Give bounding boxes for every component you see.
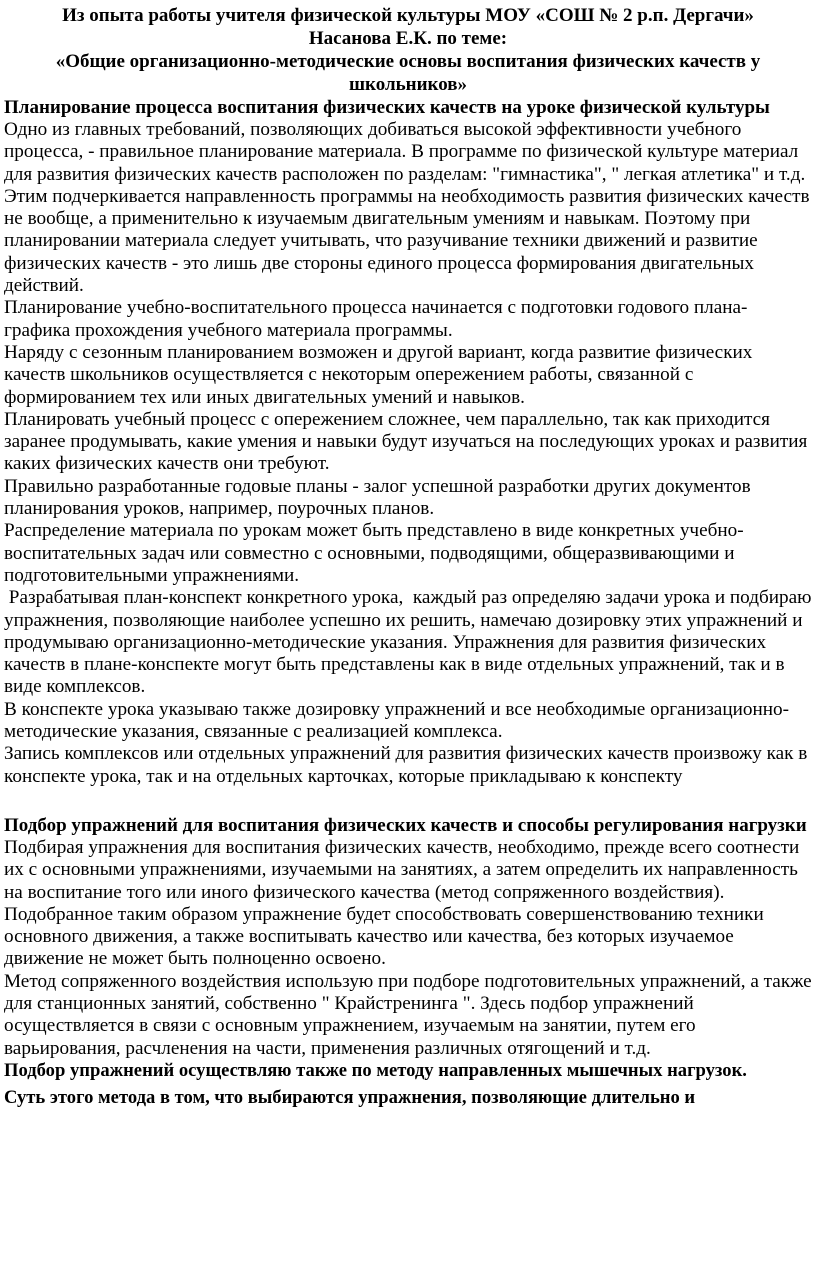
- paragraph: В конспекте урока указываю также дозировку упражнений и все необходимые организационно-методические указания, связанные с реализацией комплекса.: [4, 698, 789, 743]
- bold-paragraph: Суть этого метода в том, что выбираются упражнения, позволяющие длительно и: [4, 1087, 696, 1109]
- paragraph: Правильно разработанные годовые планы - залог успешной разработки других документов планирования уроков, например, поурочных планов.: [4, 475, 751, 520]
- paragraph: Планирование учебно-воспитательного процесса начинается с подготовки годового плана-графика прохождения учебного материала программы.: [4, 297, 748, 341]
- header-line-2: Насанова Е.К. по теме:: [308, 28, 508, 49]
- section-heading: Планирование процесса воспитания физических качеств на уроке физической культуры: [4, 97, 770, 118]
- section-exercise-selection: [4, 814, 812, 1110]
- paragraph: Наряду с сезонным планированием возможен и другой вариант, когда развитие физических качеств школьников осуществляется с некоторым опережением работы, связанной с формированием тех или иных двигательных умений и навыков.: [4, 341, 753, 408]
- header-line-1: Из опыта работы учителя физической культуры МОУ «СОШ № 2 р.п. Дергачи»: [62, 5, 754, 26]
- blank-line: [4, 788, 812, 814]
- paragraph: Распределение материала по урокам может быть представлено в виде конкретных учебно-воспитательных задач или совместно с основными, подводящими, общеразвивающими и подготовительными упражнениями.: [4, 520, 744, 586]
- section-heading: Подбор упражнений для воспитания физических качеств и способы регулирования нагрузки: [4, 814, 807, 836]
- paragraph: Запись комплексов или отдельных упражнений для развития физических качеств произвожу как в конспекте урока, так и на отдельных карточках, которые прикладываю к конспекту: [4, 743, 808, 787]
- section-planning: [4, 96, 816, 788]
- bold-paragraph: Подбор упражнений осуществляю также по методу направленных мышечных нагрузок.: [4, 1059, 747, 1081]
- paragraph: Планировать учебный процесс с опережением сложнее, чем параллельно, так как приходится заранее продумывать, какие умения и навыки будут изучаться на последующих уроках и развития каких физических качеств они требуют.: [4, 408, 808, 475]
- header-line-3: «Общие организационно-методические основы воспитания физических качеств у школьников»: [55, 51, 761, 95]
- paragraph: Метод сопряженного воздействия использую при подборе подготовительных упражнений, а также для станционных занятий, собственно " Крайстренинга ". Здесь подбор упражнений осуществляется в связи с основным упражнением, изучаемым на занятии, путем его варьирования, расчленения на части, применения различных отягощений и т.д.: [4, 970, 812, 1059]
- paragraph: Одно из главных требований, позволяющих добиваться высокой эффективности учебного процесса, - правильное планирование материала. В программе по физической культуре материал для развития физических качеств расположен по разделам: "гимнастика", " легкая атлетика" и т.д. Этим подчеркивается направленность программы на необходимость развития физических качеств не вообще, а применительно к изучаемым двигательным умениям и навыкам. Поэтому при планировании материала следует учитывать, что разучивание техники движений и развитие физических качеств - это лишь две стороны единого процесса формирования двигательных действий.: [4, 119, 810, 297]
- paragraph: Разрабатывая план-конспект конкретного урока, каждый раз определяю задачи урока и подбираю упражнения, позволяющие наиболее успешно их решить, намечаю дозировку этих упражнений и продумываю организационно-методические указания. Упражнения для развития физических качеств в плане-конспекте могут быть представлены как в виде отдельных упражнений, так и в виде комплексов.: [4, 587, 816, 698]
- document-header: [4, 4, 812, 96]
- paragraph: Подбирая упражнения для воспитания физических качеств, необходимо, прежде всего соотнести их с основными упражнениями, изучаемыми на занятиях, а затем определить их направленность на воспитание того или иного физического качества (метод сопряженного воздействия). Подобранное таким образом упражнение будет способствовать совершенствованию техники основного движения, а также воспитывать качество или качества, без которых изучаемое движение не может быть полноценно освоено.: [4, 836, 800, 970]
